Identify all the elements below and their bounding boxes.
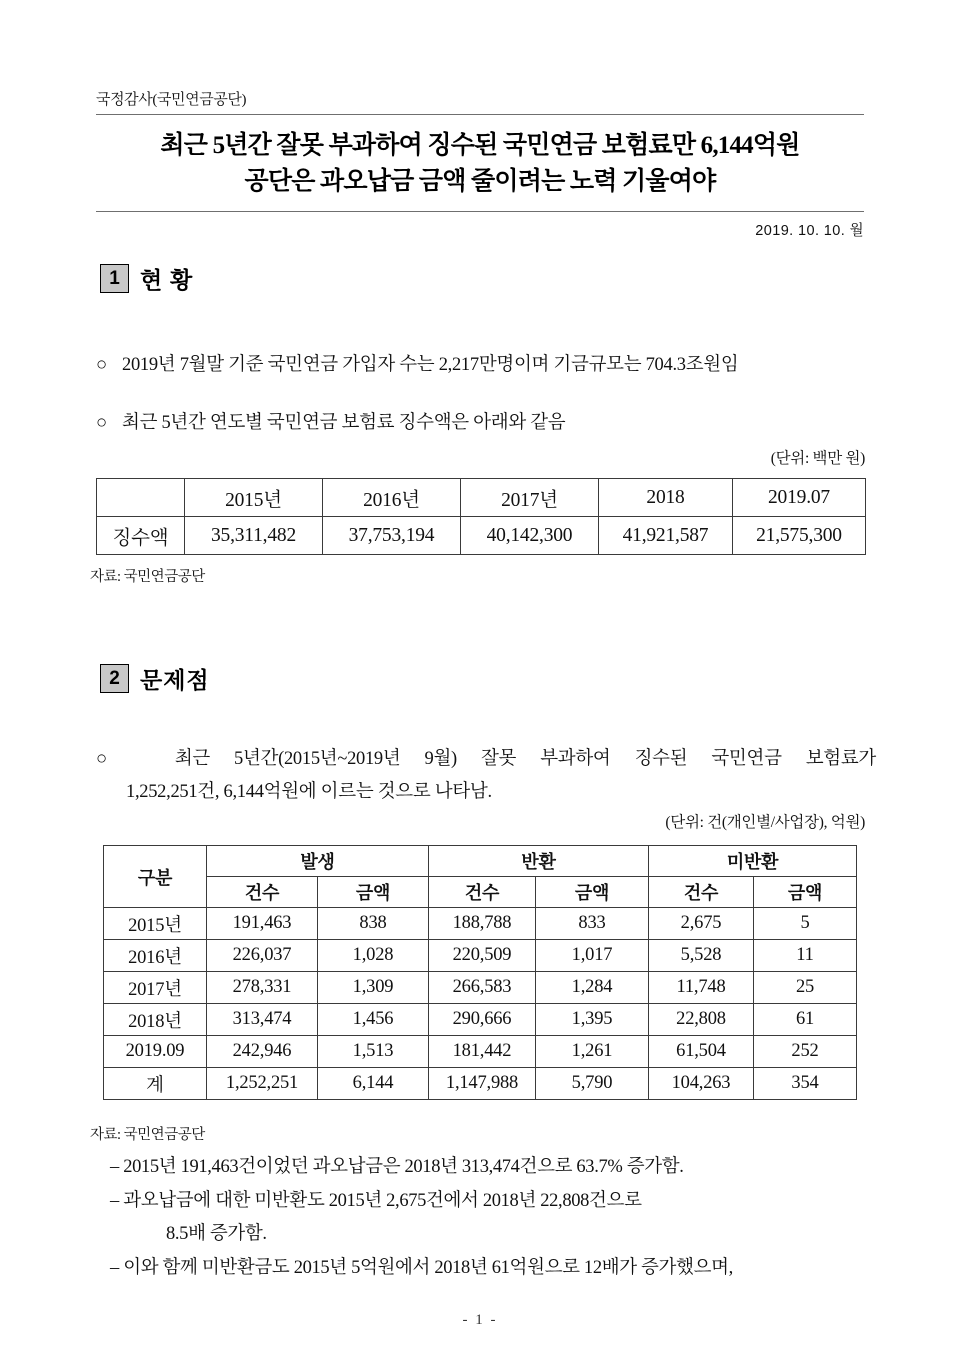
table-overpayment-unit-note: (단위: 건(개인별/사업장), 억원): [665, 814, 865, 831]
table-overpayment-cell: 1,456: [318, 1004, 429, 1036]
table-collection-col-2015: 2015년: [185, 479, 323, 517]
section1-paragraph-2-text: 최근 5년간 연도별 국민연금 보험료 징수액은 아래와 같음: [122, 413, 566, 433]
table-overpayment-sub-unrefunded-count: 건수: [649, 877, 754, 908]
table-overpayment-cell: 104,263: [649, 1068, 754, 1100]
table-overpayment-row-label: 2018년: [104, 1004, 207, 1036]
table-row: [104, 1068, 857, 1100]
table-overpayment-cell: 242,946: [207, 1036, 318, 1068]
section-title-1: 현 황: [140, 268, 194, 293]
section1-paragraph-1: [96, 350, 876, 381]
section-number-badge-2: 2: [100, 664, 129, 693]
table-overpayment-cell: 2,675: [649, 908, 754, 940]
table-row: [104, 908, 857, 940]
document-date: 2019. 10. 10. 월: [755, 223, 864, 239]
list-item: – 2015년 191,463건이었던 과오납금은 2018년 313,474건으로 63.7% 증가함.: [110, 1157, 684, 1177]
table-row: [104, 972, 857, 1004]
table-overpayment-cell: 1,147,988: [429, 1068, 536, 1100]
table-overpayment-cell: 313,474: [207, 1004, 318, 1036]
table-overpayment-row-label: 2019.09: [104, 1036, 207, 1068]
table-overpayment-cell: 1,309: [318, 972, 429, 1004]
table-overpayment-cell: 5: [754, 908, 857, 940]
table-overpayment-row-label-total: 계: [104, 1068, 207, 1100]
table-row: [104, 1004, 857, 1036]
table-collection-row-label: 징수액: [97, 517, 185, 555]
table-overpayment-cell: 1,028: [318, 940, 429, 972]
table-overpayment-cell: 22,808: [649, 1004, 754, 1036]
finding-continuation: 8.5배 증가함.: [166, 1224, 267, 1244]
table-overpayment-group-refunded: 반환: [429, 846, 649, 877]
page-title-line-2: 공단은 과오납금 금액 줄이려는 노력 기울여야: [244, 168, 716, 195]
table-row: [104, 940, 857, 972]
table-row: [97, 479, 866, 517]
table-collection-col-2017: 2017년: [461, 479, 599, 517]
table-collection-value-2015: 35,311,482: [185, 517, 323, 555]
table-overpayment-cell: 226,037: [207, 940, 318, 972]
table-row: [104, 1036, 857, 1068]
table-collection-col-2018: 2018: [599, 479, 733, 517]
table-collection-col-2019: 2019.07: [733, 479, 866, 517]
table-overpayment-group-occurred: 발생: [207, 846, 429, 877]
section-number-badge-1: 1: [100, 264, 129, 293]
section1-paragraph-1-text: 2019년 7월말 기준 국민연금 가입자 수는 2,217만명이며 기금규모는 704.3조원임: [122, 355, 739, 375]
table-overpayment-sub-refunded-amount: 금액: [536, 877, 649, 908]
table-overpayment-cell: 61,504: [649, 1036, 754, 1068]
table-collection-value-2017: 40,142,300: [461, 517, 599, 555]
section-heading-1: [100, 262, 193, 295]
table-overpayment-cell: 1,252,251: [207, 1068, 318, 1100]
list-item: – 과오납금에 대한 미반환도 2015년 2,675건에서 2018년 22,808건으로 8.5배 증가함.: [110, 1185, 880, 1252]
table-overpayment-cell: 290,666: [429, 1004, 536, 1036]
table-overpayment-sub-unrefunded-amount: 금액: [754, 877, 857, 908]
table-overpayment-cell: 1,017: [536, 940, 649, 972]
section2-paragraph-line-1-text: 최근 5년간(2015년~2019년 9월) 잘못 부과하여 징수된 국민연금 보험료가: [174, 749, 877, 769]
section-title-2: 문제점: [140, 668, 210, 693]
table-row: [104, 846, 857, 877]
table-overpayment-cell: 1,284: [536, 972, 649, 1004]
table-collection-corner: [97, 479, 185, 517]
table-collection-value-2019: 21,575,300: [733, 517, 866, 555]
table-collection-source-note: 자료: 국민연금공단: [90, 569, 205, 585]
table-overpayment-cell: 5,790: [536, 1068, 649, 1100]
finding-text: 과오납금에 대한 미반환도 2015년 2,675건에서 2018년 22,808건으로: [123, 1190, 642, 1211]
table-overpayment-sub-refunded-count: 건수: [429, 877, 536, 908]
table-overpayment-cell: 1,395: [536, 1004, 649, 1036]
table-overpayment-cell: 833: [536, 908, 649, 940]
section1-paragraph-2: [96, 408, 876, 439]
table-overpayment-row-label: 2016년: [104, 940, 207, 972]
table-collection-value-2016: 37,753,194: [323, 517, 461, 555]
section-heading-2: [100, 662, 210, 695]
table-overpayment-cell: 5,528: [649, 940, 754, 972]
table-overpayment-cell: 181,442: [429, 1036, 536, 1068]
table-overpayment-source-note: 자료: 국민연금공단: [90, 1127, 205, 1143]
page-footer: - 1 -: [462, 1312, 498, 1328]
page-title: [96, 115, 864, 211]
table-overpayment-group-unrefunded: 미반환: [649, 846, 857, 877]
table-overpayment-cell: 1,513: [318, 1036, 429, 1068]
table-overpayment: [103, 845, 857, 1100]
table-collection: [96, 478, 866, 555]
table-overpayment-cell: 6,144: [318, 1068, 429, 1100]
table-overpayment-cell: 25: [754, 972, 857, 1004]
table-overpayment-sub-occurred-count: 건수: [207, 877, 318, 908]
table-collection-unit-note: (단위: 백만 원): [770, 450, 865, 467]
section2-paragraph-line-2: 1,252,251건, 6,144억원에 이르는 것으로 나타남.: [126, 782, 492, 802]
document-header: [96, 88, 864, 240]
table-overpayment-cell: 838: [318, 908, 429, 940]
table-overpayment-cell: 191,463: [207, 908, 318, 940]
table-overpayment-cell: 266,583: [429, 972, 536, 1004]
table-overpayment-cell: 188,788: [429, 908, 536, 940]
bullet-marker: ○: [96, 749, 127, 769]
bullet-marker: ○: [96, 413, 107, 433]
table-overpayment-cell: 61: [754, 1004, 857, 1036]
section2-paragraph: [96, 743, 876, 809]
finding-text: 2015년 191,463건이었던 과오납금은 2018년 313,474건으로 63.7% 증가함.: [123, 1157, 684, 1177]
finding-text: 이와 함께 미반환금도 2015년 5억원에서 2018년 61억원으로 12배가 증가했으며,: [123, 1257, 733, 1278]
table-overpayment-row-label: 2017년: [104, 972, 207, 1004]
table-overpayment-cell: 354: [754, 1068, 857, 1100]
header-kicker: 국정감사(국민연금공단): [96, 92, 247, 108]
table-overpayment-row-label: 2015년: [104, 908, 207, 940]
table-overpayment-cell: 278,331: [207, 972, 318, 1004]
table-row: [97, 517, 866, 555]
table-overpayment-cell: 11,748: [649, 972, 754, 1004]
table-overpayment-head-division: 구분: [104, 846, 207, 908]
table-collection-value-2018: 41,921,587: [599, 517, 733, 555]
page-title-line-1: 최근 5년간 잘못 부과하여 징수된 국민연금 보험료만 6,144억원: [160, 132, 800, 159]
table-overpayment-cell: 220,509: [429, 940, 536, 972]
bullet-marker: ○: [96, 355, 107, 375]
table-row: [104, 877, 857, 908]
table-collection-col-2016: 2016년: [323, 479, 461, 517]
section2-paragraph-line-1: [96, 743, 876, 776]
table-overpayment-cell: 1,261: [536, 1036, 649, 1068]
table-overpayment-cell: 11: [754, 940, 857, 972]
findings-list: [110, 1151, 880, 1285]
list-item: – 이와 함께 미반환금도 2015년 5억원에서 2018년 61억원으로 12배가 증가했으며,: [110, 1257, 733, 1278]
table-overpayment-sub-occurred-amount: 금액: [318, 877, 429, 908]
table-overpayment-cell: 252: [754, 1036, 857, 1068]
